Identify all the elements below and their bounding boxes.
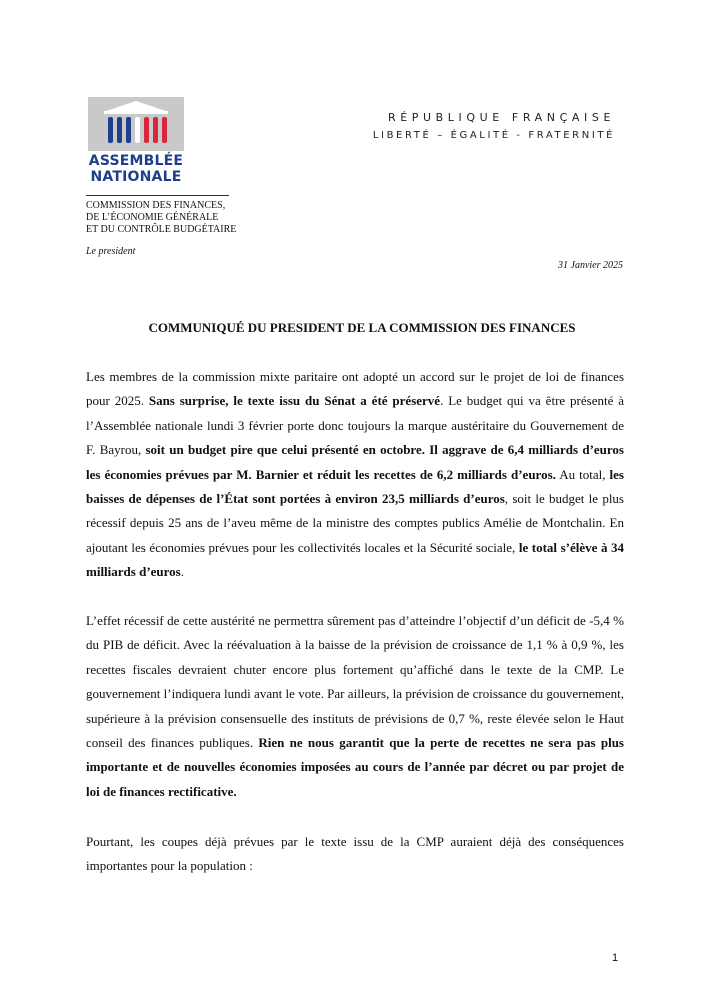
text-run: .	[180, 564, 184, 580]
page-number: 1	[612, 952, 619, 964]
bold-text-run: Sans surprise, le texte issu du Sénat a été préservé	[148, 393, 441, 409]
header-divider	[86, 195, 229, 196]
text-run: , soit le budget le plus récessif depuis 25 ans de l’aveu même de la ministre des comptes publics Amélie de Montchalin. En ajoutant les économies prévues pour les collectivités locales et la Sécurité sociale,	[86, 491, 624, 555]
paragraph	[86, 365, 624, 585]
signatory: Le president	[86, 246, 136, 257]
committee-name	[86, 200, 236, 236]
committee-line: ET DU CONTRÔLE BUDGÉTAIRE	[86, 224, 237, 235]
text-run: . Le budget qui va être présenté à l’Assemblée nationale lundi 3 février porte donc toujours la marque austéritaire du Gouvernement de F. Bayrou,	[86, 393, 624, 458]
logo-text-line1: ASSEMBLÉE	[88, 153, 184, 169]
committee-line: COMMISSION DES FINANCES,	[86, 200, 226, 211]
republic-title: RÉPUBLIQUE FRANÇAISE	[387, 111, 615, 124]
logo-emblem	[88, 97, 184, 151]
paragraph	[86, 609, 624, 804]
republic-heading	[373, 111, 615, 141]
document-heading: COMMUNIQUÉ DU PRESIDENT DE LA COMMISSION DES FINANCES	[148, 320, 576, 335]
bold-text-run: soit un budget pire que celui présenté en octobre. Il aggrave de 6,4 milliards d’euros les économies prévues par M. Barnier et réduit les recettes de 6,2 milliards d’euros.	[86, 442, 624, 482]
text-run: L’effet récessif de cette austérité ne permettra sûrement pas d’atteindre l’objectif d’un déficit de -5,4 % du PIB de déficit. Avec la réévaluation à la baisse de la prévision de croissance de 1,1 % à 0,9 %, les recettes fiscales devraient chuter encore plus fortement qu’affiché dans le texte de la CMP. Le gouvernement l’indiquera lundi avant le vote. Par ailleurs, la prévision de croissance du gouvernement, supérieure à la prévision consensuelle des instituts de prévisions de 0,7 %, reste élevée selon le Haut conseil des finances publiques.	[86, 613, 624, 751]
paragraph	[86, 830, 624, 879]
bold-text-run: les baisses de dépenses de l’État sont portées à environ 23,5 milliards d’euros	[86, 466, 624, 507]
text-run: Pourtant, les coupes déjà prévues par le texte issu de la CMP auraient déjà des conséquences importantes pour la population :	[86, 834, 624, 874]
bold-text-run: Rien ne nous garantit que la perte de recettes ne sera pas plus importante et de nouvelles économies imposées au cours de l’année par décret ou par projet de loi de finances rectificative.	[86, 735, 624, 799]
document-date: 31 Janvier 2025	[558, 260, 623, 271]
logo-text-line2: NATIONALE	[90, 169, 182, 185]
hemicycle-icon	[88, 97, 184, 151]
bold-text-run: le total s’élève à 34 milliards d’euros	[86, 539, 624, 580]
text-run: Les membres de la commission mixte paritaire ont adopté un accord sur le projet de loi de finances pour 2025.	[86, 369, 624, 409]
text-run: Au total,	[555, 466, 610, 482]
assemblee-nationale-logo	[86, 97, 186, 187]
republic-motto: LIBERTÉ – ÉGALITÉ - FRATERNITÉ	[372, 130, 615, 141]
committee-line: DE L’ÉCONOMIE GÉNÉRALE	[86, 212, 219, 223]
